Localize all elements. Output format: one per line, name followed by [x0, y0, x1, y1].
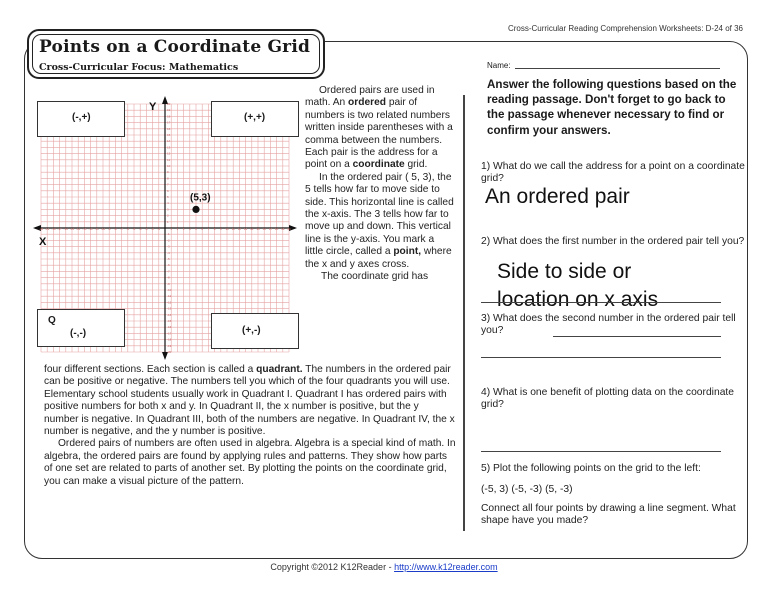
- quadrant-label-q: Q: [48, 315, 56, 326]
- y-tick-label: -3: [167, 244, 170, 249]
- question-1: 1) What do we call the address for a point on a coordinate grid?: [481, 161, 745, 185]
- y-tick-label: 11: [167, 157, 171, 162]
- k12reader-link[interactable]: http://www.k12reader.com: [394, 562, 498, 572]
- x-tick-label: 17: [268, 227, 273, 231]
- x-tick-label: -17: [57, 227, 62, 231]
- y-tick-label: -8: [167, 275, 170, 280]
- x-tick-label: 16: [262, 227, 266, 231]
- answer-3-rule-2[interactable]: [481, 357, 721, 358]
- y-tick-label: 16: [167, 126, 171, 131]
- x-tick-label: 2: [176, 227, 179, 231]
- column-divider: [463, 95, 465, 531]
- passage-text: four different sections. Each section is called a: [44, 364, 257, 375]
- passage-wrapped: [305, 85, 455, 284]
- quadrant-ii-sign: (-,+): [72, 112, 91, 123]
- instructions: Answer the following questions based on the reading passage. Don't forget to go back to the passage whenever necessary to find or confirm your answers.: [487, 78, 737, 137]
- quadrant-iii-box: [37, 309, 125, 347]
- y-tick-label: 9: [167, 170, 169, 175]
- x-tick-label: -9: [107, 227, 111, 231]
- y-tick-label: 5: [167, 195, 169, 199]
- x-tick-label: 7: [207, 227, 210, 231]
- passage-text: The coordinate grid has: [321, 271, 429, 283]
- y-tick-label: -4: [167, 250, 170, 255]
- y-tick-label: -9: [167, 281, 170, 286]
- y-tick-label: 8: [167, 176, 169, 181]
- passage-text: The numbers in the ordered pair can be positive or negative. The numbers tell you which of the four quadrants you will use. Elementary school students usually work in Quadrant I. Quadrant I has ordered pairs with positive numbers for both x and y. In Quadrant II, the x number is positive, but the y number is negative. In Quadrant III, both of the numbers are negative. In Quadrant IV, the x number is negative, and the y number is positive.: [44, 364, 455, 438]
- passage-text: grid.: [404, 159, 428, 171]
- title-box: [27, 29, 325, 79]
- x-axis-label: X: [39, 236, 47, 248]
- plotted-point: [192, 206, 199, 213]
- passage-text: Ordered pairs are used in math. An: [305, 85, 435, 109]
- y-tick-label: 7: [167, 182, 169, 187]
- y-tick-label: -20: [167, 350, 172, 354]
- quadrant-ii-box: [37, 101, 125, 137]
- x-tick-label: -8: [114, 227, 117, 231]
- y-tick-label: 17: [167, 120, 171, 125]
- x-tick-label: -5: [132, 227, 136, 231]
- y-tick-label: -1: [167, 232, 170, 237]
- coordinate-grid: [33, 91, 301, 361]
- y-tick-label: 2: [167, 213, 169, 218]
- x-tick-label: -11: [94, 227, 99, 231]
- x-tick-label: -2: [151, 227, 154, 231]
- x-tick-label: -20: [38, 227, 44, 231]
- passage-paragraph: [305, 85, 455, 172]
- x-tick-label: 18: [274, 227, 279, 231]
- y-tick-label: -2: [167, 238, 170, 243]
- passage-bold-term: ordered: [348, 97, 386, 109]
- x-tick-label: 1: [170, 227, 173, 231]
- y-tick-label: 13: [167, 145, 171, 150]
- passage-bold-term: coordinate: [352, 159, 405, 171]
- name-field-line[interactable]: [515, 68, 720, 69]
- cross-curricular-focus: Cross-Curricular Focus: Mathematics: [39, 62, 239, 73]
- x-tick-label: 20: [287, 227, 291, 231]
- x-tick-label: -6: [126, 227, 130, 231]
- x-tick-label: 14: [250, 227, 254, 231]
- x-tick-label: -15: [69, 227, 75, 231]
- x-tick-label: -18: [51, 227, 56, 231]
- passage-paragraph: [44, 438, 456, 488]
- question-5-followup: Connect all four points by drawing a line segment. What shape have you made?: [481, 503, 736, 527]
- answer-4-rule[interactable]: [481, 451, 721, 452]
- x-tick-label: -16: [63, 227, 68, 231]
- x-tick-label: -7: [120, 227, 123, 231]
- answer-2-line-1[interactable]: Side to side or: [497, 260, 632, 283]
- x-tick-label: 5: [195, 227, 197, 231]
- y-tick-label: -11: [167, 294, 172, 299]
- y-tick-label: -14: [167, 312, 172, 317]
- question-5-points: (-5, 3) (-5, -3) (5, -3): [481, 484, 573, 495]
- question-4: 4) What is one benefit of plotting data on the coordinate grid?: [481, 387, 735, 411]
- x-tick-label: -1: [157, 227, 161, 231]
- x-tick-label: 15: [256, 227, 260, 231]
- copyright-text: Copyright ©2012 K12Reader -: [270, 562, 395, 572]
- passage-paragraph: [305, 172, 455, 271]
- passage-paragraph: [44, 364, 456, 438]
- passage-text: Ordered pairs of numbers are often used in algebra. Algebra is a special kind of math. In algebra, the ordered pairs are found by applying rules and patterns. They show how parts of one set are related to parts of another set. By plotting the points on the coordinate grid, you can make a visual picture of the pattern.: [44, 438, 456, 487]
- y-tick-label: -15: [167, 319, 172, 323]
- y-axis-label: Y: [149, 101, 157, 113]
- passage-bold-term: point,: [393, 246, 422, 258]
- y-tick-label: -18: [167, 337, 172, 342]
- x-tick-label: -10: [100, 227, 106, 231]
- x-tick-label: 12: [237, 227, 242, 231]
- x-tick-label: 19: [281, 227, 285, 231]
- y-tick-label: -19: [167, 343, 172, 348]
- y-tick-label: 6: [167, 188, 169, 193]
- x-tick-label: 3: [182, 227, 185, 231]
- y-tick-label: -17: [167, 331, 172, 336]
- y-tick-label: 1: [167, 219, 169, 224]
- quadrant-iii-sign: (-,-): [70, 328, 87, 339]
- x-tick-label: -19: [45, 227, 50, 231]
- x-tick-label: -3: [145, 227, 148, 231]
- quadrant-i-sign: (+,+): [244, 112, 266, 123]
- y-tick-label: -6: [167, 263, 170, 268]
- x-tick-label: -12: [88, 227, 93, 231]
- x-tick-label: 10: [225, 227, 229, 231]
- question-5: 5) Plot the following points on the grid to the left:: [481, 463, 701, 474]
- y-tick-label: 19: [167, 108, 171, 113]
- y-tick-label: 20: [167, 102, 171, 106]
- x-tick-label: -4: [138, 227, 142, 231]
- question-2: 2) What does the first number in the ordered pair tell you?: [481, 236, 745, 247]
- quadrant-i-box: [211, 101, 299, 137]
- x-tick-label: -14: [76, 227, 81, 231]
- x-tick-label: 6: [201, 227, 204, 231]
- x-tick-label: 8: [213, 227, 216, 231]
- name-label: Name:: [487, 61, 511, 70]
- x-tick-label: -13: [82, 227, 87, 231]
- y-tick-label: -7: [167, 269, 170, 274]
- plotted-point-label: (5,3): [190, 192, 211, 204]
- answer-2-line-2[interactable]: location on x axis: [497, 288, 659, 311]
- y-tick-label: -12: [167, 300, 172, 305]
- worksheet-reference: Cross-Curricular Reading Comprehension Worksheets: D-24 of 36: [507, 24, 743, 33]
- answer-1[interactable]: An ordered pair: [485, 185, 630, 208]
- answer-2-rule: [481, 302, 721, 303]
- question-3: 3) What does the second number in the ordered pair tell you?: [481, 313, 736, 337]
- y-tick-label: 3: [167, 207, 169, 212]
- quadrant-iv-sign: (+,-): [242, 325, 261, 336]
- x-tick-label: 11: [231, 227, 235, 231]
- y-tick-label: 14: [167, 139, 171, 144]
- passage-text: pair of numbers is two related numbers written inside parentheses with a comma between the numbers. Each pair is the address for a point on a: [305, 97, 453, 171]
- y-tick-label: 4: [167, 201, 169, 206]
- y-tick-label: 18: [167, 114, 171, 119]
- footer: [0, 562, 768, 572]
- x-tick-label: 13: [243, 227, 248, 231]
- passage-text: In the ordered pair ( 5, 3), the 5 tells how far to move side to side. This horizontal line is called the x-axis. The 3 tells how far to move up and down. This vertical line is the y-axis. You mark a little circle, called a: [305, 171, 454, 258]
- y-tick-label: -16: [167, 325, 172, 330]
- y-tick-label: 15: [167, 133, 171, 137]
- answer-3-rule[interactable]: [553, 336, 721, 337]
- y-tick-label: 10: [167, 164, 171, 168]
- x-tick-label: 9: [219, 227, 222, 231]
- y-tick-label: -10: [167, 288, 172, 292]
- page-title: Points on a Coordinate Grid: [39, 37, 311, 57]
- passage-full-width: [44, 364, 456, 488]
- passage-paragraph: [305, 271, 455, 283]
- passage-text: where the x and y axes cross.: [305, 246, 452, 270]
- y-tick-label: 12: [167, 151, 171, 156]
- y-tick-label: -13: [167, 306, 172, 311]
- passage-bold-term: quadrant.: [256, 364, 303, 375]
- x-tick-label: 4: [188, 227, 191, 231]
- quadrant-iv-box: [211, 313, 299, 349]
- y-tick-label: -5: [167, 257, 170, 261]
